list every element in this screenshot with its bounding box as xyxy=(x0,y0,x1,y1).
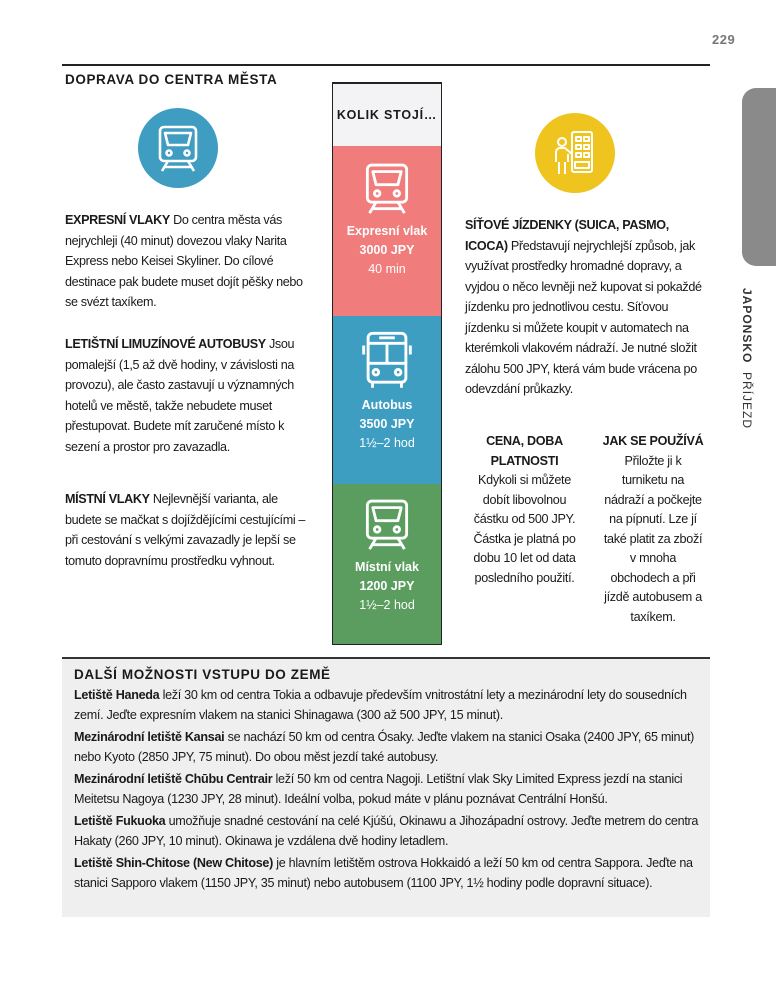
left-paragraph-local: MÍSTNÍ VLAKY Nejlevnější varianta, ale budete se mačkat s dojíždějícími cestujícími – při cestování s velkými zavazadly je lepší se tomuto dopravnímu prostředku vyhnout. xyxy=(65,492,306,568)
bus-icon xyxy=(359,330,415,390)
airport-fukuoka: Letiště Fukuoka umožňuje snadné cestování na celé Kjúšú, Okinawu a Jihozápadní ostrovy. Jeďte metrem do centra Hakaty (260 JPY, 10 minut). Okinawa je vzdálena dvě hodiny letadlem. xyxy=(74,814,699,848)
price-column-title: KOLIK STOJÍ… xyxy=(333,84,441,146)
airport-haneda: Letiště Haneda leží 30 km od centra Tokia a odbavuje především vnitrostátní lety a mezinárodní lety do sousedních zemí. Jeďte expresním vlakem na stanici Shinagawa (300 až 500 JPY, 15 minut). xyxy=(74,688,687,722)
card-price-text: Kdykoli si můžete dobít libovolnou částku od 500 JPY. Částka je platná po dobu 10 let od data posledního použití. xyxy=(473,473,576,585)
item-price: 1200 JPY xyxy=(359,579,415,593)
item-price: 3000 JPY xyxy=(359,243,415,257)
item-time: 1½–2 hod xyxy=(359,436,415,450)
card-price-title: CENA, DOBA PLATNOSTI xyxy=(486,434,563,468)
item-name: Místní vlak xyxy=(355,560,419,574)
train-icon xyxy=(363,160,411,216)
item-time: 40 min xyxy=(368,262,406,276)
more-options-title: DALŠÍ MOŽNOSTI VSTUPU DO ZEMĚ xyxy=(74,667,331,682)
card-usage-text: Přiložte ji k turniketu na nádraží a počkejte na pípnutí. Lze jí také platit za zboží v mnoha obchodech a při jízdě autobusem a taxíkem. xyxy=(603,453,703,624)
left-paragraph-bus: LETIŠTNÍ LIMUZÍNOVÉ AUTOBUSY Jsou pomalejší (1,5 až dvě hodiny, v závislosti na provozu), ale často zastavují u významných hotelů ve městě, takže nebudete muset přestupovat. Budete mít zaručené místo k sezení a prostor pro zavazadla. xyxy=(65,337,295,454)
airport-kansai: Mezinárodní letiště Kansai se nachází 50 km od centra Ósaky. Jeďte vlakem na stanici Osaka (2400 JPY, 65 minut) nebo Kyoto (2850 JPY, 75 minut). Do obou měst jezdí také autobusy. xyxy=(74,730,695,764)
price-column xyxy=(332,82,442,645)
card-usage-title: JAK SE POUŽÍVÁ xyxy=(602,434,704,448)
card-price-block xyxy=(462,432,587,588)
item-name: Autobus xyxy=(361,398,413,412)
price-item-express xyxy=(333,146,441,316)
item-price: 3500 JPY xyxy=(359,417,415,431)
chapter-tab xyxy=(742,88,776,266)
section-title: DOPRAVA DO CENTRA MĚSTA xyxy=(65,72,278,87)
item-name: Expresní vlak xyxy=(346,224,428,238)
price-item-bus xyxy=(333,316,441,484)
airport-chubu: Mezinárodní letiště Chūbu Centrair leží 50 km od centra Nagoji. Letištní vlak Sky Limited Express jezdí na stanici Meitetsu Nagoya (1230 JPY, 28 minut). Ideální volba, pokud máte v plánu poznávat Centrální Honšú. xyxy=(74,772,683,806)
chapter-label xyxy=(740,288,754,429)
section-name: PŘÍJEZD xyxy=(740,372,754,430)
card-usage-block xyxy=(592,432,714,627)
price-item-local xyxy=(333,484,441,644)
chapter-name: JAPONSKO xyxy=(740,288,754,364)
airport-shin-chitose: Letiště Shin-Chitose (New Chitose) je hlavním letištěm ostrova Hokkaidó a leží 50 km od centra Sappora. Jeďte na stanici Sapporo vlakem (1150 JPY, 35 minut) nebo autobusem (1100 JPY, 1½ hodiny podle dopravní situace). xyxy=(74,856,693,890)
item-time: 1½–2 hod xyxy=(359,598,415,612)
train-icon xyxy=(363,496,411,552)
train-circle-icon xyxy=(138,108,218,188)
ticket-machine-circle-icon xyxy=(535,113,615,193)
ic-card-paragraph: SÍŤOVÉ JÍZDENKY (SUICA, PASMO, ICOCA) Představují nejrychlejší způsob, jak využívat prostředky hromadné dopravy, a vyjdou o něco levněji než kupovat si pokaždé jízdenku pro jednotlivou cestu. Síťovou jízdenku si můžete koupit v automatech na kterémkoli vlakovém nádraží. Je nutné složit zálohu 500 JPY, která vám bude vrácena po odevzdání průkazky. xyxy=(465,218,702,396)
more-options-box xyxy=(62,657,710,917)
page-number: 229 xyxy=(712,32,736,47)
header-rule xyxy=(62,64,710,66)
left-paragraph-express: EXPRESNÍ VLAKY Do centra města vás nejrychleji (40 minut) dovezou vlaky Narita Express nebo Keisei Skyliner. Do cílové destinace pak budete muset dojít pěšky nebo se svézt taxíkem. xyxy=(65,213,303,309)
